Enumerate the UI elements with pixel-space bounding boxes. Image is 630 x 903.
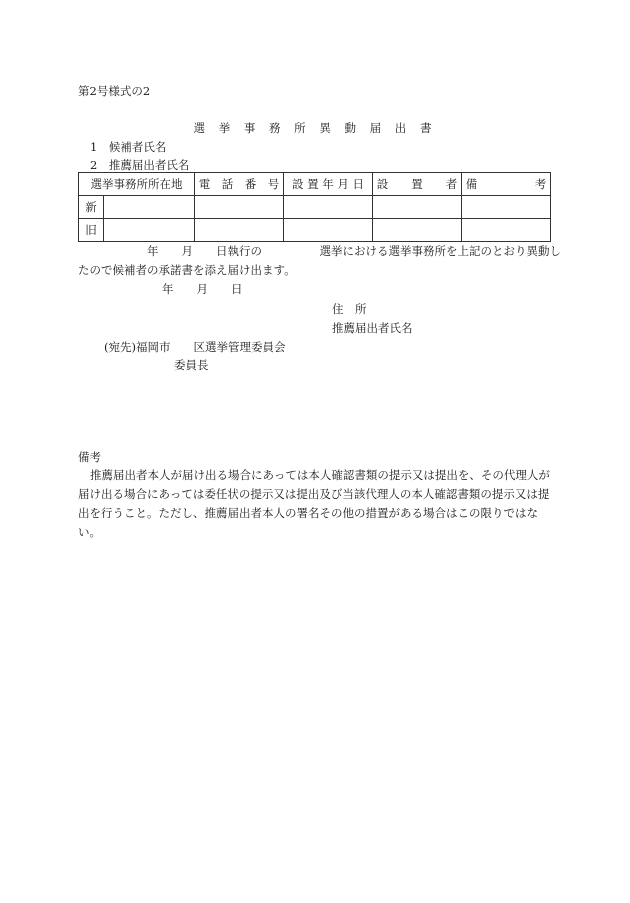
table-header-row — [79, 173, 551, 196]
document-title: 選 挙 事 務 所 異 動 届 出 書 — [193, 121, 437, 135]
row-label-old: 旧 — [79, 219, 104, 242]
old-location-cell — [104, 219, 195, 242]
header-remarks: 備 考 — [462, 173, 551, 196]
address-label: 住 所 — [332, 302, 367, 316]
notes-text: 推薦届出者本人が届け出る場合にあっては本人確認書類の提示又は提出を、その代理人が届け出る場合にあっては委任状の提示又は提出及び当該代理人の本人確認書類の提示又は提出を行うこと。ただし、推薦届出者本人の署名その他の措置がある場合はこの限りではない。 — [78, 468, 550, 539]
old-installer-cell — [373, 219, 462, 242]
addressee: (宛先)福岡市 区選挙管理委員会 — [104, 340, 286, 354]
new-installer-cell — [373, 196, 462, 219]
notes-title: 備考 — [78, 450, 101, 464]
header-setup-date: 設 置 年 月 日 — [284, 173, 373, 196]
header-installer: 設 置 者 — [373, 173, 462, 196]
row-label-new: 新 — [79, 196, 104, 219]
statement-line-1: 年 月 日執行の 選挙における選挙事務所を上記のとおり異動し — [78, 244, 561, 258]
table-row — [79, 219, 551, 242]
new-phone-cell — [195, 196, 284, 219]
table-row — [79, 196, 551, 219]
old-phone-cell — [195, 219, 284, 242]
old-remarks-cell — [462, 219, 551, 242]
header-office-location: 選挙事務所所在地 — [79, 173, 195, 196]
statement-line-2: たので候補者の承諾書を添え届け出ます。 — [78, 263, 296, 277]
submission-date: 年 月 日 — [162, 282, 243, 296]
committee-chair: 委員長 — [174, 358, 209, 372]
new-location-cell — [104, 196, 195, 219]
candidate-name-label: 1 候補者氏名 — [90, 140, 167, 154]
new-date-cell — [284, 196, 373, 219]
recommender-signature-label: 推薦届出者氏名 — [332, 321, 413, 335]
new-remarks-cell — [462, 196, 551, 219]
old-date-cell — [284, 219, 373, 242]
office-change-table — [78, 172, 551, 242]
recommender-name-label: 2 推薦届出者氏名 — [90, 158, 190, 172]
header-phone-number: 電 話 番 号 — [195, 173, 284, 196]
form-number: 第2号様式の2 — [78, 84, 151, 98]
